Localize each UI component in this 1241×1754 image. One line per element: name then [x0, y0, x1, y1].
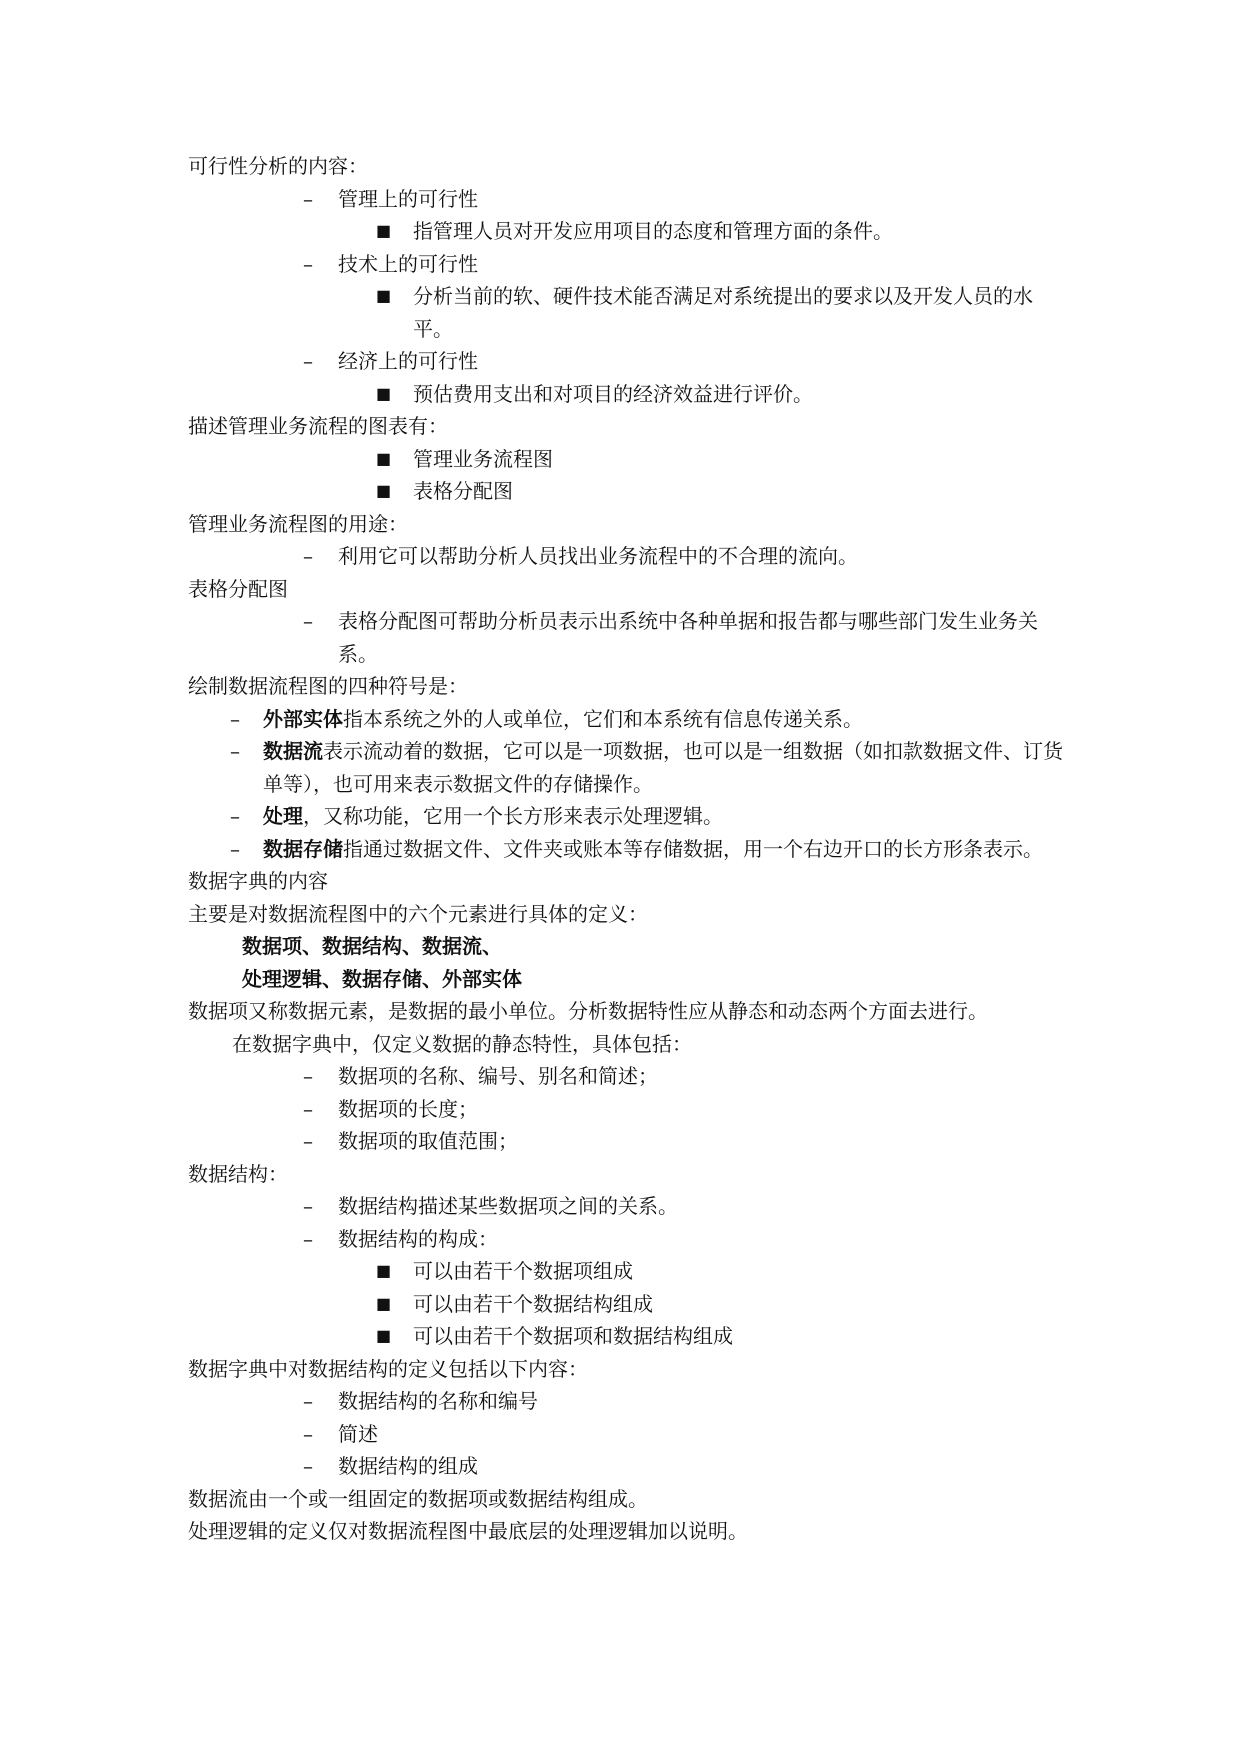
dash-bullet-icon: – [303, 1421, 313, 1446]
list-item [188, 1093, 1068, 1126]
list-item [188, 1190, 1068, 1223]
line-text: 绘制数据流程图的四种符号是： [188, 674, 468, 698]
list-item [188, 1060, 1068, 1093]
list-item [188, 1418, 1068, 1451]
line-text: 在数据字典中，仅定义数据的静态特性，具体包括： [232, 1031, 692, 1056]
square-bullet-icon: ■ [376, 1261, 392, 1280]
line-text: 分析当前的软、硬件技术能否满足对系统提出的要求以及开发人员的水平。 [413, 284, 1033, 341]
document-body [188, 150, 1068, 1548]
paragraph-line [188, 1353, 1068, 1386]
dash-bullet-icon: – [303, 544, 313, 568]
paragraph-line [188, 150, 1068, 183]
line-text: 数据字典中对数据结构的定义包括以下内容： [188, 1356, 588, 1381]
square-bullet-icon: ■ [376, 286, 392, 305]
line-text: 数据结构： [188, 1161, 288, 1186]
dash-bullet-icon: – [230, 706, 240, 731]
line-text: 数据项的长度； [338, 1096, 478, 1121]
list-item [188, 703, 1068, 736]
paragraph-line [188, 865, 1068, 898]
dash-bullet-icon: – [230, 739, 240, 763]
line-text: 数据项、数据结构、数据流、 [242, 934, 502, 958]
paragraph-line [188, 1515, 1068, 1548]
term-bold: 处理 [263, 804, 303, 828]
square-bullet-icon: ■ [376, 383, 392, 403]
square-bullet-icon: ■ [376, 221, 392, 240]
line-text: 数据字典的内容 [188, 869, 328, 893]
list-item [188, 1288, 1068, 1321]
list-item [188, 735, 1068, 800]
dash-bullet-icon: – [230, 836, 240, 861]
line-text: 主要是对数据流程图中的六个元素进行具体的定义： [188, 901, 648, 926]
dash-bullet-icon: – [303, 1194, 313, 1218]
line-text: 技术上的可行性 [338, 251, 478, 276]
dash-bullet-icon: – [303, 1226, 313, 1251]
list-item [188, 280, 1068, 345]
line-text: 数据项的取值范围； [338, 1129, 518, 1153]
list-item [188, 475, 1068, 508]
line-text: 处理逻辑的定义仅对数据流程图中最底层的处理逻辑加以说明。 [188, 1519, 748, 1543]
list-item [188, 605, 1068, 670]
line-text: 简述 [338, 1421, 378, 1446]
list-item [188, 1450, 1068, 1483]
square-bullet-icon: ■ [376, 1293, 392, 1313]
line-text: 管理业务流程图 [413, 446, 553, 471]
list-item [188, 345, 1068, 378]
list-item [188, 1320, 1068, 1353]
line-text: 可行性分析的内容： [188, 154, 368, 178]
line-text: 可以由若干个数据项组成 [413, 1259, 633, 1283]
square-bullet-icon: ■ [376, 448, 392, 468]
line-text: 表格分配图 [188, 576, 288, 601]
line-text: 描述管理业务流程的图表有： [188, 414, 448, 438]
list-item [188, 1125, 1068, 1158]
paragraph-line [188, 1158, 1068, 1191]
square-bullet-icon: ■ [376, 481, 392, 500]
dash-bullet-icon: – [303, 251, 313, 276]
line-text: 预估费用支出和对项目的经济效益进行评价。 [413, 381, 813, 406]
paragraph-line [188, 1028, 1068, 1061]
list-item [188, 1223, 1068, 1256]
paragraph-line [188, 573, 1068, 606]
line-text: 利用它可以帮助分析人员找出业务流程中的不合理的流向。 [338, 544, 858, 568]
dash-bullet-icon: – [303, 1129, 313, 1153]
paragraph-line [188, 930, 1068, 963]
dash-bullet-icon: – [303, 609, 313, 633]
line-text: 指通过数据文件、文件夹或账本等存储数据，用一个右边开口的长方形条表示。 [343, 836, 1043, 861]
dash-bullet-icon: – [303, 349, 313, 373]
line-text: 管理上的可行性 [338, 186, 478, 211]
list-item [188, 248, 1068, 281]
dash-bullet-icon: – [303, 1096, 313, 1121]
list-item [188, 1255, 1068, 1288]
line-text: 数据流由一个或一组固定的数据项或数据结构组成。 [188, 1486, 648, 1511]
list-item [188, 183, 1068, 216]
list-item [188, 215, 1068, 248]
list-item [188, 1385, 1068, 1418]
term-bold: 数据流 [263, 739, 323, 763]
list-item [188, 540, 1068, 573]
term-bold: 外部实体 [263, 706, 343, 731]
line-text: 表格分配图 [413, 479, 513, 503]
line-text: 表格分配图可帮助分析员表示出系统中各种单据和报告都与哪些部门发生业务关系。 [338, 609, 1038, 666]
paragraph-line [188, 995, 1068, 1028]
paragraph-line [188, 963, 1068, 996]
line-text: 数据项又称数据元素，是数据的最小单位。分析数据特性应从静态和动态两个方面去进行。 [188, 999, 988, 1023]
line-text: 经济上的可行性 [338, 349, 478, 373]
list-item [188, 833, 1068, 866]
line-text: 可以由若干个数据结构组成 [413, 1291, 653, 1316]
dash-bullet-icon: – [303, 1389, 313, 1413]
dash-bullet-icon: – [303, 1454, 313, 1478]
paragraph-line [188, 1483, 1068, 1516]
list-item [188, 443, 1068, 476]
line-text: 管理业务流程图的用途： [188, 511, 408, 536]
paragraph-line [188, 898, 1068, 931]
paragraph-line [188, 508, 1068, 541]
paragraph-line [188, 670, 1068, 703]
line-text: 可以由若干个数据项和数据结构组成 [413, 1324, 733, 1348]
line-text: ，又称功能，它用一个长方形来表示处理逻辑。 [303, 804, 723, 828]
line-text: 数据结构的名称和编号 [338, 1389, 538, 1413]
line-text: 数据结构的构成： [338, 1226, 498, 1251]
square-bullet-icon: ■ [376, 1326, 392, 1345]
line-text: 数据结构描述某些数据项之间的关系。 [338, 1194, 678, 1218]
line-text: 处理逻辑、数据存储、外部实体 [242, 966, 522, 991]
line-text: 数据项的名称、编号、别名和简述； [338, 1064, 658, 1088]
term-bold: 数据存储 [263, 836, 343, 861]
dash-bullet-icon: – [303, 1064, 313, 1088]
paragraph-line [188, 410, 1068, 443]
line-text: 指本系统之外的人或单位，它们和本系统有信息传递关系。 [343, 706, 863, 731]
line-text: 指管理人员对开发应用项目的态度和管理方面的条件。 [413, 219, 893, 243]
list-item [188, 378, 1068, 411]
dash-bullet-icon: – [230, 804, 240, 828]
line-text: 表示流动着的数据，它可以是一项数据，也可以是一组数据（如扣款数据文件、订货单等），也可用来表示数据文件的存储操作。 [263, 739, 1063, 796]
line-text: 数据结构的组成 [338, 1454, 478, 1478]
list-item [188, 800, 1068, 833]
dash-bullet-icon: – [303, 186, 313, 211]
